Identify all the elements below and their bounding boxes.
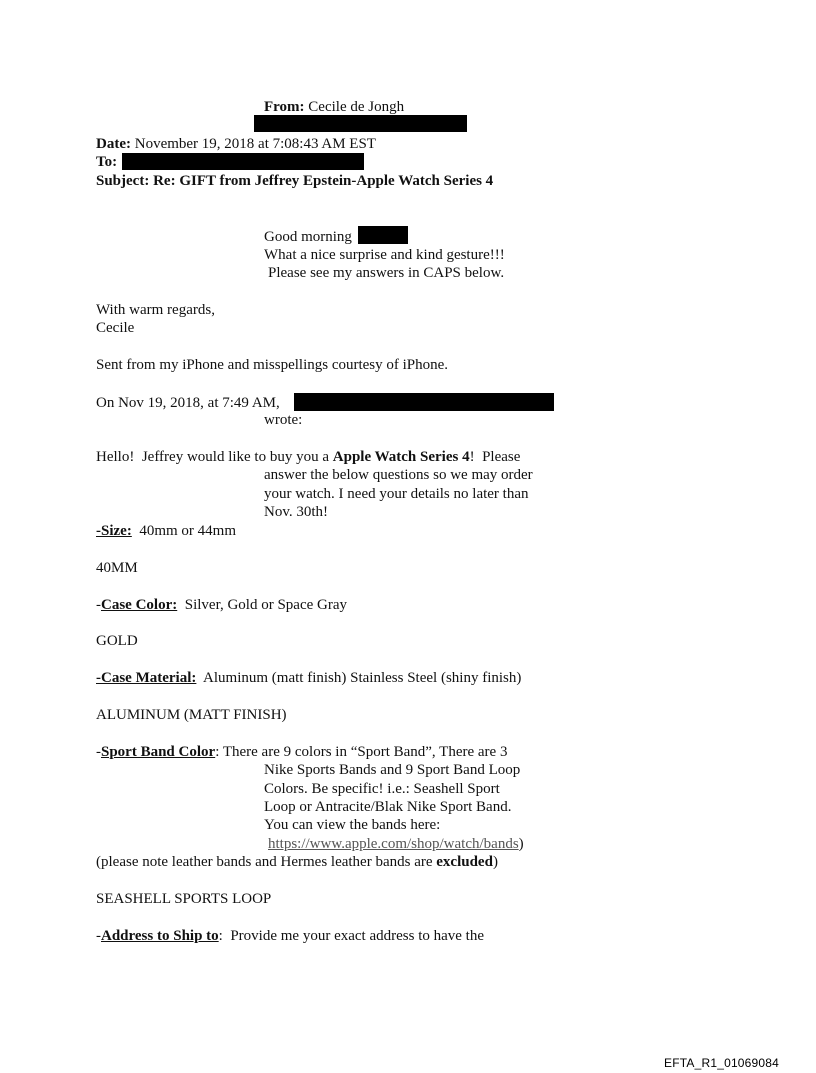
case-color-prefix: - — [96, 597, 101, 613]
size-question — [96, 522, 236, 540]
band-text-1: : There are 9 colors in “Sport Band”, There are 3 — [215, 744, 508, 760]
hello-product-name: Apple Watch Series 4 — [332, 449, 470, 465]
band-question-line-3: Colors. Be specific! i.e.: Seashell Sport — [264, 781, 500, 797]
quoted-wrote: wrote: — [264, 412, 303, 428]
case-color-answer: GOLD — [96, 633, 138, 649]
band-question-line-5: You can view the bands here: — [264, 817, 441, 833]
size-answer: 40MM — [96, 560, 138, 576]
date-value: November 19, 2018 at 7:08:43 AM EST — [134, 136, 376, 152]
subject-label: Subject: — [96, 173, 150, 189]
band-question-line-4: Loop or Antracite/Blak Nike Sport Band. — [264, 799, 512, 815]
date-line — [96, 135, 376, 153]
size-options: 40mm or 44mm — [131, 523, 236, 539]
hello-line-2: answer the below questions so we may order — [264, 467, 533, 483]
address-prefix: - — [96, 928, 101, 944]
reply-line-2: What a nice surprise and kind gesture!!! — [264, 247, 505, 263]
hello-line-3: your watch. I need your details no later than — [264, 486, 529, 502]
date-label: Date: — [96, 136, 131, 152]
hello-text-b: ! Please — [469, 449, 521, 465]
to-label: To: — [96, 154, 118, 170]
band-answer: SEASHELL SPORTS LOOP — [96, 891, 272, 907]
band-question-line-1 — [96, 743, 507, 761]
greeting: Good morning — [264, 229, 352, 245]
case-material-question — [96, 669, 521, 687]
case-material-label: -Case Material: — [96, 670, 197, 686]
case-color-options: Silver, Gold or Space Gray — [177, 597, 348, 613]
band-prefix: - — [96, 744, 101, 760]
case-material-options: Aluminum (matt finish) Stainless Steel (shiny finish) — [196, 670, 522, 686]
redaction-from-address — [254, 115, 467, 132]
case-color-question — [96, 596, 347, 614]
case-material-answer: ALUMINUM (MATT FINISH) — [96, 707, 287, 723]
reply-line-3: Please see my answers in CAPS below. — [268, 265, 505, 281]
redaction-to-address — [122, 153, 364, 170]
hello-line-1 — [96, 448, 520, 466]
band-label: Sport Band Color — [101, 744, 216, 760]
sent-from-line: Sent from my iPhone and misspellings courtesy of iPhone. — [96, 357, 449, 373]
note-excluded: excluded — [436, 854, 493, 870]
subject-value: Re: GIFT from Jeffrey Epstein-Apple Watch Series 4 — [153, 173, 494, 189]
size-label: -Size: — [96, 523, 132, 539]
band-link[interactable]: https://www.apple.com/shop/watch/bands — [268, 836, 519, 852]
address-text: : Provide me your exact address to have the — [218, 928, 485, 944]
band-link-close: ) — [518, 836, 524, 852]
redaction-quoted-sender — [294, 393, 554, 411]
signoff-name: Cecile — [96, 320, 135, 336]
redaction-recipient-name — [358, 226, 408, 244]
address-question — [96, 927, 484, 945]
from-label: From: — [264, 99, 305, 115]
note-text-a: (please note leather bands and Hermes leather bands are — [96, 854, 437, 870]
to-line — [96, 153, 117, 171]
bates-number: EFTA_R1_01069084 — [664, 1056, 780, 1070]
band-question-line-2: Nike Sports Bands and 9 Sport Band Loop — [264, 762, 521, 778]
address-label: Address to Ship to — [101, 928, 219, 944]
signoff-regards: With warm regards, — [96, 302, 215, 318]
hello-line-4: Nov. 30th! — [264, 504, 329, 520]
case-color-label: Case Color: — [101, 597, 178, 613]
from-line — [264, 98, 404, 116]
band-link-line — [268, 835, 524, 853]
note-text-b: ) — [492, 854, 498, 870]
leather-note — [96, 853, 498, 871]
subject-line — [96, 172, 493, 190]
hello-text-a: Hello! Jeffrey would like to buy you a — [96, 449, 333, 465]
quoted-intro: On Nov 19, 2018, at 7:49 AM, — [96, 395, 280, 411]
from-value: Cecile de Jongh — [308, 99, 405, 115]
